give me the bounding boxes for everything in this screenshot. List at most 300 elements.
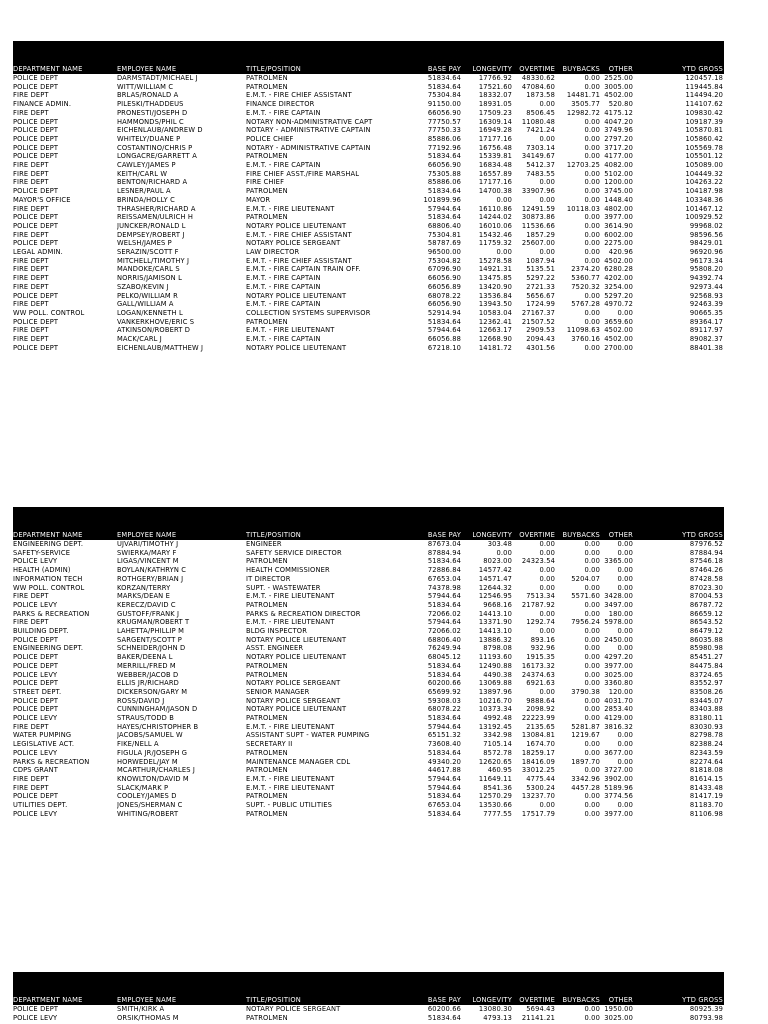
- longevity-cell: 13192.45: [478, 722, 512, 731]
- ytd-gross-cell: 87546.18: [689, 557, 723, 566]
- overtime-cell: 0.00: [539, 100, 555, 109]
- ytd-gross-cell: 87976.52: [689, 540, 723, 548]
- department-name-cell: HEALTH (ADMIN): [13, 566, 71, 575]
- ytd-gross-cell: 88401.38: [689, 343, 723, 352]
- ytd-gross-cell: 80793.98: [689, 1013, 723, 1022]
- header-row: [13, 531, 724, 540]
- buybacks-cell: 0.00: [584, 740, 600, 749]
- ytd-gross-cell: 120457.18: [685, 74, 723, 82]
- table-row: [13, 196, 724, 205]
- department-name-cell: ENGINEERING DEPT.: [13, 644, 84, 653]
- base-pay-cell: 51834.64: [427, 187, 461, 196]
- employee-name-cell: BRLAS/RONALD A: [117, 91, 179, 100]
- section-header-bar: [13, 972, 724, 996]
- department-name-cell: POLICE DEPT: [13, 117, 59, 126]
- other-cell: 0.00: [617, 583, 633, 592]
- column-header-title-position: TITLE/POSITION: [246, 996, 414, 1005]
- overtime-cell: 24323.54: [521, 557, 555, 566]
- ytd-gross-cell: 92463.39: [689, 300, 723, 309]
- table-row: [13, 283, 724, 292]
- title-position-cell: NOTARY POLICE SERGEANT: [246, 1005, 341, 1013]
- title-position-cell: E.M.T. - FIRE CAPTAIN: [246, 274, 321, 283]
- section-header-bar: [13, 41, 724, 65]
- employee-name-cell: MARKS/DEAN E: [117, 592, 170, 601]
- department-name-cell: FIRE DEPT: [13, 300, 49, 309]
- overtime-cell: 30873.86: [521, 213, 555, 222]
- column-header-longevity: LONGEVITY: [462, 65, 513, 74]
- base-pay-cell: 57944.64: [427, 204, 461, 213]
- overtime-cell: 33012.25: [521, 766, 555, 775]
- other-cell: 3254.00: [604, 282, 633, 291]
- base-pay-cell: 57944.64: [427, 774, 461, 783]
- employee-name-cell: CUNNINGHAM/JASON D: [117, 705, 198, 714]
- longevity-cell: 13069.88: [478, 679, 512, 688]
- other-cell: 6280.28: [604, 265, 633, 274]
- table-row: [13, 705, 724, 714]
- table-row: [13, 540, 724, 549]
- ytd-gross-cell: 86659.12: [689, 609, 723, 618]
- overtime-cell: 18259.17: [521, 748, 555, 757]
- employee-name-cell: LIGAS/VINCENT M: [117, 557, 179, 566]
- department-name-cell: FIRE DEPT: [13, 169, 49, 178]
- employee-name-cell: HORWEDEL/JAY M: [117, 757, 178, 766]
- base-pay-cell: 66056.88: [427, 335, 461, 344]
- title-position-cell: NOTARY POLICE LIEUTENANT: [246, 653, 347, 662]
- title-position-cell: FIRE CHIEF: [246, 178, 285, 187]
- base-pay-cell: 51834.64: [427, 792, 461, 801]
- department-name-cell: POLICE DEPT: [13, 143, 59, 152]
- overtime-cell: 11536.66: [521, 221, 555, 230]
- department-name-cell: POLICE LEVY: [13, 600, 58, 609]
- title-position-cell: PATROLMEN: [246, 809, 288, 818]
- overtime-cell: 21507.52: [521, 317, 555, 326]
- other-cell: 3428.00: [604, 592, 633, 601]
- table-row: [13, 749, 724, 758]
- overtime-cell: 5297.22: [526, 274, 555, 283]
- department-name-cell: POLICE LEVY: [13, 557, 58, 566]
- department-name-cell: POLICE DEPT: [13, 221, 59, 230]
- title-position-cell: E.M.T. - FIRE CHIEF ASSISTANT: [246, 230, 352, 239]
- overtime-cell: 7303.14: [526, 143, 555, 152]
- table-row: [13, 126, 724, 135]
- ytd-gross-cell: 83030.93: [689, 722, 723, 731]
- overtime-cell: 1915.35: [526, 653, 555, 662]
- base-pay-cell: 66056.90: [427, 161, 461, 170]
- buybacks-cell: 0.00: [584, 583, 600, 592]
- title-position-cell: PATROLMEN: [246, 187, 288, 196]
- longevity-cell: 13080.30: [478, 1005, 512, 1013]
- base-pay-cell: 51834.64: [427, 317, 461, 326]
- employee-name-cell: SERAZIN/SCOTT F: [117, 248, 179, 257]
- ytd-gross-cell: 109830.42: [685, 108, 723, 117]
- overtime-cell: 5694.43: [526, 1005, 555, 1013]
- longevity-cell: 9668.16: [483, 600, 512, 609]
- employee-name-cell: SMITH/KIRK A: [117, 1005, 165, 1013]
- employee-name-cell: GALL/WILLIAM A: [117, 300, 174, 309]
- buybacks-cell: 0.00: [584, 195, 600, 204]
- table-row: [13, 566, 724, 575]
- employee-name-cell: ORSIK/THOMAS M: [117, 1013, 179, 1022]
- overtime-cell: 4301.56: [526, 343, 555, 352]
- longevity-cell: 8023.00: [483, 557, 512, 566]
- table-row: [13, 335, 724, 344]
- title-position-cell: PATROLMEN: [246, 557, 288, 566]
- department-name-cell: POLICE DEPT: [13, 696, 59, 705]
- overtime-cell: 0.00: [539, 540, 555, 548]
- employee-name-cell: WITT/WILLIAM C: [117, 82, 174, 91]
- other-cell: 4297.20: [604, 653, 633, 662]
- ytd-gross-cell: 81614.15: [689, 774, 723, 783]
- base-pay-cell: 85886.06: [427, 178, 461, 187]
- table-row: [13, 1014, 724, 1023]
- ytd-gross-cell: 89117.97: [689, 326, 723, 335]
- employee-name-cell: GUSTOFF/FRANK J: [117, 609, 180, 618]
- department-name-cell: POLICE DEPT: [13, 661, 59, 670]
- overtime-cell: 7513.34: [526, 592, 555, 601]
- employee-name-cell: STRAUS/TODD B: [117, 714, 174, 723]
- other-cell: 0.00: [617, 731, 633, 740]
- employee-name-cell: FIGULA JR/JOSEPH G: [117, 748, 188, 757]
- department-name-cell: FINANCE ADMIN.: [13, 100, 72, 109]
- ytd-gross-cell: 81818.08: [689, 766, 723, 775]
- ytd-gross-cell: 86479.12: [689, 627, 723, 636]
- title-position-cell: COLLECTION SYSTEMS SUPERVISOR: [246, 308, 371, 317]
- buybacks-cell: 0.00: [584, 248, 600, 257]
- base-pay-cell: 51834.64: [427, 661, 461, 670]
- base-pay-cell: 96500.00: [427, 248, 461, 257]
- base-pay-cell: 51834.64: [427, 714, 461, 723]
- column-header-department-name: DEPARTMENT NAME: [13, 996, 117, 1005]
- longevity-cell: 16309.14: [478, 117, 512, 126]
- employee-name-cell: JACOBS/SAMUEL W: [117, 731, 183, 740]
- overtime-cell: 0.00: [539, 566, 555, 575]
- buybacks-cell: 7956.24: [571, 618, 600, 627]
- title-position-cell: NOTARY - ADMINISTRATIVE CAPTAIN: [246, 126, 371, 135]
- base-pay-cell: 51834.64: [427, 74, 461, 82]
- title-position-cell: E.M.T. - FIRE CAPTAIN: [246, 335, 321, 344]
- overtime-cell: 2721.33: [526, 282, 555, 291]
- base-pay-cell: 51834.64: [427, 82, 461, 91]
- table-row: [13, 100, 724, 109]
- other-cell: 1448.40: [604, 195, 633, 204]
- table-row: [13, 152, 724, 161]
- section-header-bar: [13, 507, 724, 531]
- longevity-cell: 0.00: [496, 548, 512, 557]
- column-header-buybacks: BUYBACKS: [556, 65, 601, 74]
- table-row: [13, 775, 724, 784]
- longevity-cell: 10583.04: [478, 308, 512, 317]
- table-row: [13, 801, 724, 810]
- longevity-cell: 17177.16: [478, 134, 512, 143]
- base-pay-cell: 87884.94: [427, 548, 461, 557]
- title-position-cell: E.M.T. - FIRE LIEUTENANT: [246, 774, 335, 783]
- department-name-cell: POLICE DEPT: [13, 213, 59, 222]
- base-pay-cell: 75305.88: [427, 169, 461, 178]
- longevity-cell: 303.48: [487, 540, 512, 548]
- buybacks-cell: 0.00: [584, 792, 600, 801]
- employee-name-cell: WELSH/JAMES P: [117, 239, 172, 248]
- title-position-cell: NOTARY NON-ADMINISTRATIVE CAPT: [246, 117, 373, 126]
- table-section: [13, 41, 724, 353]
- buybacks-cell: 0.00: [584, 256, 600, 265]
- buybacks-cell: 0.00: [584, 696, 600, 705]
- table-row: [13, 170, 724, 179]
- ytd-gross-cell: 86787.72: [689, 600, 723, 609]
- column-header-employee-name: EMPLOYEE NAME: [117, 65, 246, 74]
- longevity-cell: 7105.14: [483, 740, 512, 749]
- buybacks-cell: 0.00: [584, 134, 600, 143]
- base-pay-cell: 66056.90: [427, 300, 461, 309]
- table-row: [13, 274, 724, 283]
- employee-name-cell: DEMPSEY/ROBERT J: [117, 230, 185, 239]
- buybacks-cell: 5571.60: [571, 592, 600, 601]
- buybacks-cell: 0.00: [584, 548, 600, 557]
- table-row: [13, 213, 724, 222]
- department-name-cell: INFORMATION TECH: [13, 574, 83, 583]
- longevity-cell: 13897.96: [478, 687, 512, 696]
- overtime-cell: 7421.24: [526, 126, 555, 135]
- title-position-cell: E.M.T. - FIRE LIEUTENANT: [246, 618, 335, 627]
- other-cell: 5297.20: [604, 291, 633, 300]
- other-cell: 5102.00: [604, 169, 633, 178]
- employee-name-cell: MITCHELL/TIMOTHY J: [117, 256, 190, 265]
- department-name-cell: STREET DEPT.: [13, 687, 62, 696]
- other-cell: 3677.00: [604, 748, 633, 757]
- employee-name-cell: ROTHGERY/BRIAN J: [117, 574, 184, 583]
- other-cell: 0.00: [617, 548, 633, 557]
- overtime-cell: 1292.74: [526, 618, 555, 627]
- employee-name-cell: ATKINSON/ROBERT D: [117, 326, 191, 335]
- base-pay-cell: 75304.82: [427, 256, 461, 265]
- buybacks-cell: 0.00: [584, 1005, 600, 1013]
- other-cell: 3727.00: [604, 766, 633, 775]
- longevity-cell: 10373.34: [478, 705, 512, 714]
- buybacks-cell: 0.00: [584, 308, 600, 317]
- employee-name-cell: COSTANTINO/CHRIS P: [117, 143, 193, 152]
- other-cell: 0.00: [617, 740, 633, 749]
- title-position-cell: FINANCE DIRECTOR: [246, 100, 315, 109]
- table-section: [13, 507, 724, 819]
- other-cell: 2275.00: [604, 239, 633, 248]
- ytd-gross-cell: 100929.52: [685, 213, 723, 222]
- buybacks-cell: 14481.71: [566, 91, 600, 100]
- longevity-cell: 11759.32: [478, 239, 512, 248]
- base-pay-cell: 77192.96: [427, 143, 461, 152]
- title-position-cell: E.M.T. - FIRE LIEUTENANT: [246, 783, 335, 792]
- ytd-gross-cell: 119445.84: [685, 82, 723, 91]
- buybacks-cell: 3505.77: [571, 100, 600, 109]
- overtime-cell: 893.16: [530, 635, 555, 644]
- overtime-cell: 47084.60: [521, 82, 555, 91]
- longevity-cell: 0.00: [496, 248, 512, 257]
- department-name-cell: POLICE DEPT: [13, 792, 59, 801]
- buybacks-cell: 0.00: [584, 801, 600, 810]
- overtime-cell: 0.00: [539, 627, 555, 636]
- overtime-cell: 932.96: [530, 644, 555, 653]
- ytd-gross-cell: 89082.37: [689, 335, 723, 344]
- buybacks-cell: 0.00: [584, 627, 600, 636]
- longevity-cell: 16010.06: [478, 221, 512, 230]
- column-header-overtime: OVERTIME: [513, 531, 556, 540]
- other-cell: 4031.70: [604, 696, 633, 705]
- department-name-cell: POLICE DEPT: [13, 1005, 59, 1013]
- other-cell: 3365.00: [604, 557, 633, 566]
- longevity-cell: 12668.90: [478, 335, 512, 344]
- employee-name-cell: DARMSTADT/MICHAEL J: [117, 74, 198, 82]
- longevity-cell: 15278.58: [478, 256, 512, 265]
- department-name-cell: FIRE DEPT: [13, 108, 49, 117]
- base-pay-cell: 51834.64: [427, 748, 461, 757]
- overtime-cell: 0.00: [539, 574, 555, 583]
- department-name-cell: POLICE LEVY: [13, 670, 58, 679]
- overtime-cell: 2098.92: [526, 705, 555, 714]
- longevity-cell: 460.95: [487, 766, 512, 775]
- buybacks-cell: 0.00: [584, 213, 600, 222]
- employee-name-cell: COOLEY/JAMES D: [117, 792, 177, 801]
- longevity-cell: 13536.84: [478, 291, 512, 300]
- overtime-cell: 2094.43: [526, 335, 555, 344]
- overtime-cell: 0.00: [539, 583, 555, 592]
- base-pay-cell: 57944.64: [427, 326, 461, 335]
- column-header-base-pay: BASE PAY: [414, 531, 462, 540]
- employee-name-cell: HAMMONDS/PHIL C: [117, 117, 184, 126]
- base-pay-cell: 65151.32: [427, 731, 461, 740]
- longevity-cell: 16949.28: [478, 126, 512, 135]
- department-name-cell: SAFETY-SERVICE: [13, 548, 71, 557]
- ytd-gross-cell: 87428.58: [689, 574, 723, 583]
- longevity-cell: 12620.65: [478, 757, 512, 766]
- buybacks-cell: 5360.77: [571, 274, 600, 283]
- overtime-cell: 48330.62: [521, 74, 555, 82]
- ytd-gross-cell: 85451.27: [689, 653, 723, 662]
- table-row: [13, 118, 724, 127]
- department-name-cell: POLICE LEVY: [13, 748, 58, 757]
- other-cell: 4502.00: [604, 91, 633, 100]
- department-name-cell: BUILDING DEPT.: [13, 627, 69, 636]
- department-name-cell: UTILITIES DEPT.: [13, 801, 68, 810]
- overtime-cell: 1873.58: [526, 91, 555, 100]
- department-name-cell: FIRE DEPT: [13, 256, 49, 265]
- overtime-cell: 2909.53: [526, 326, 555, 335]
- longevity-cell: 17766.92: [478, 74, 512, 82]
- department-name-cell: POLICE LEVY: [13, 1013, 58, 1022]
- employee-name-cell: KORZAN/TERRY: [117, 583, 171, 592]
- base-pay-cell: 77750.57: [427, 117, 461, 126]
- department-name-cell: FIRE DEPT: [13, 178, 49, 187]
- column-header-department-name: DEPARTMENT NAME: [13, 531, 117, 540]
- overtime-cell: 0.00: [539, 178, 555, 187]
- buybacks-cell: 0.00: [584, 169, 600, 178]
- ytd-gross-cell: 104449.32: [685, 169, 723, 178]
- department-name-cell: POLICE DEPT: [13, 317, 59, 326]
- ytd-gross-cell: 84475.84: [689, 661, 723, 670]
- overtime-cell: 5656.67: [526, 291, 555, 300]
- employee-name-cell: CAWLEY/JAMES P: [117, 161, 176, 170]
- other-cell: 3902.00: [604, 774, 633, 783]
- department-name-cell: POLICE DEPT: [13, 134, 59, 143]
- employee-name-cell: MERRILL/FRED M: [117, 661, 176, 670]
- table-row: [13, 292, 724, 301]
- table-row: [13, 671, 724, 680]
- table-row: [13, 723, 724, 732]
- overtime-cell: 6921.63: [526, 679, 555, 688]
- other-cell: 4047.20: [604, 117, 633, 126]
- buybacks-cell: 0.00: [584, 178, 600, 187]
- buybacks-cell: 12982.72: [566, 108, 600, 117]
- column-header-buybacks: BUYBACKS: [556, 531, 601, 540]
- longevity-cell: 4992.48: [483, 714, 512, 723]
- column-header-base-pay: BASE PAY: [414, 65, 462, 74]
- employee-name-cell: LAHETTA/PHILLIP M: [117, 627, 185, 636]
- other-cell: 3717.20: [604, 143, 633, 152]
- employee-name-cell: DICKERSON/GARY M: [117, 687, 188, 696]
- overtime-cell: 9888.64: [526, 696, 555, 705]
- buybacks-cell: 10118.03: [566, 204, 600, 213]
- other-cell: 5978.00: [604, 618, 633, 627]
- base-pay-cell: 51834.64: [427, 152, 461, 161]
- longevity-cell: 14700.38: [478, 187, 512, 196]
- department-name-cell: POLICE DEPT: [13, 653, 59, 662]
- title-position-cell: SECRETARY II: [246, 740, 293, 749]
- title-position-cell: MAYOR: [246, 195, 271, 204]
- base-pay-cell: 74378.98: [427, 583, 461, 592]
- table-row: [13, 300, 724, 309]
- other-cell: 4129.00: [604, 714, 633, 723]
- table-row: [13, 1005, 724, 1014]
- overtime-cell: 1674.70: [526, 740, 555, 749]
- base-pay-cell: 57944.64: [427, 592, 461, 601]
- base-pay-cell: 51834.64: [427, 557, 461, 566]
- other-cell: 6002.00: [604, 230, 633, 239]
- department-name-cell: POLICE DEPT: [13, 705, 59, 714]
- overtime-cell: 16173.32: [521, 661, 555, 670]
- employee-name-cell: VANKERKHOVE/ERIC S: [117, 317, 195, 326]
- base-pay-cell: 66056.90: [427, 108, 461, 117]
- table-row: [13, 326, 724, 335]
- table-row: [13, 222, 724, 231]
- ytd-gross-cell: 87023.30: [689, 583, 723, 592]
- column-header-other: OTHER: [601, 996, 634, 1005]
- department-name-cell: POLICE DEPT: [13, 187, 59, 196]
- longevity-cell: 18931.05: [478, 100, 512, 109]
- overtime-cell: 12491.59: [521, 204, 555, 213]
- longevity-cell: 17509.23: [478, 108, 512, 117]
- table-row: [13, 91, 724, 100]
- title-position-cell: E.M.T. - FIRE LIEUTENANT: [246, 722, 335, 731]
- employee-name-cell: SWIERKA/MARY F: [117, 548, 177, 557]
- other-cell: 4970.72: [604, 300, 633, 309]
- other-cell: 1200.00: [604, 178, 633, 187]
- ytd-gross-cell: 83180.11: [689, 714, 723, 723]
- longevity-cell: 0.00: [496, 195, 512, 204]
- department-name-cell: POLICE DEPT: [13, 679, 59, 688]
- table-row: [13, 309, 724, 318]
- buybacks-cell: 0.00: [584, 644, 600, 653]
- employee-name-cell: EICHENLAUB/ANDREW D: [117, 126, 203, 135]
- employee-name-cell: KERECZ/DAVID C: [117, 600, 176, 609]
- employee-name-cell: NORRIS/JAMISON L: [117, 274, 182, 283]
- other-cell: 0.00: [617, 566, 633, 575]
- ytd-gross-cell: 103348.36: [685, 195, 723, 204]
- ytd-gross-cell: 105501.12: [685, 152, 723, 161]
- other-cell: 3659.60: [604, 317, 633, 326]
- other-cell: 0.00: [617, 308, 633, 317]
- base-pay-cell: 57944.64: [427, 618, 461, 627]
- department-name-cell: WW POLL. CONTROL: [13, 583, 85, 592]
- title-position-cell: E.M.T. - FIRE LIEUTENANT: [246, 592, 335, 601]
- ytd-gross-cell: 105089.00: [685, 161, 723, 170]
- table-row: [13, 74, 724, 83]
